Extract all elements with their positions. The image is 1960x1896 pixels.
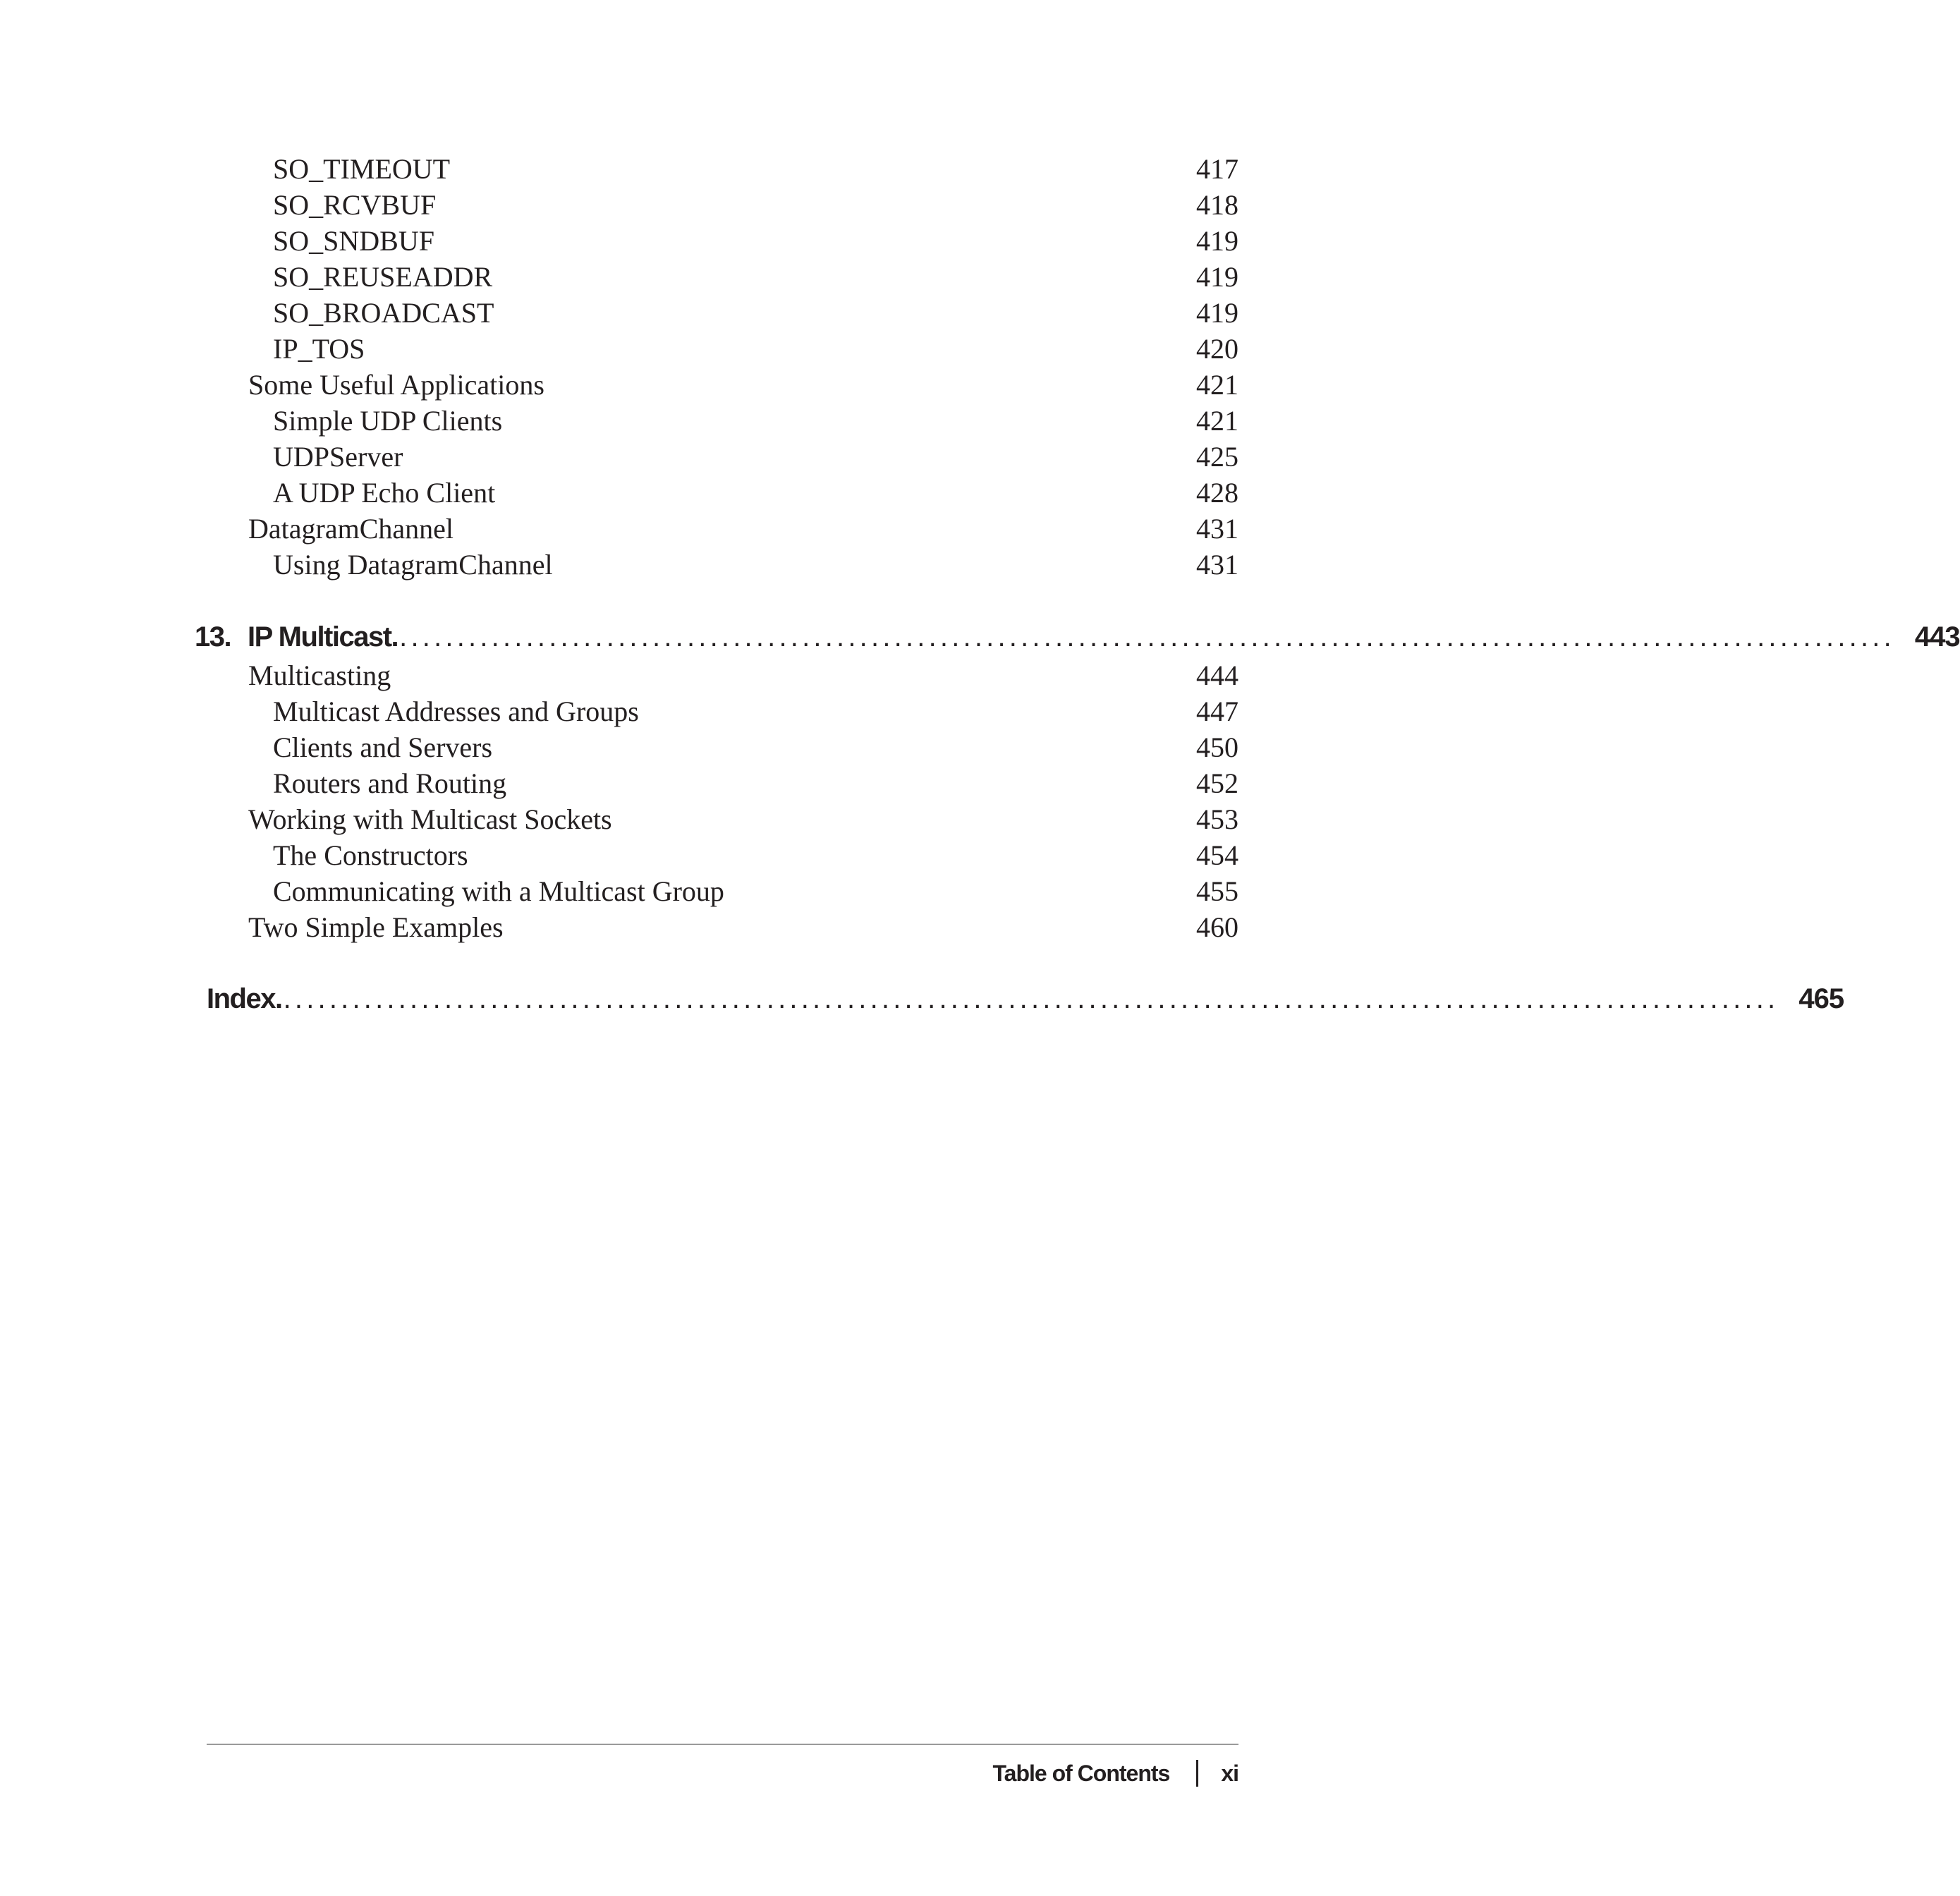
toc-entry[interactable] xyxy=(0,909,1444,946)
toc-entry[interactable] xyxy=(0,729,1444,766)
toc-entry-page: 454 xyxy=(1196,839,1238,871)
toc-entry-title: DatagramChannel xyxy=(248,513,454,545)
toc-entry-title: SO_REUSEADDR xyxy=(273,261,493,293)
toc-entry[interactable] xyxy=(0,223,1444,260)
toc-entry[interactable] xyxy=(0,547,1444,583)
toc-entry-title: SO_TIMEOUT xyxy=(273,153,451,185)
leader-dots: .................................................................................................................................. xyxy=(399,621,1895,652)
toc-entry-page: 421 xyxy=(1196,369,1238,401)
toc-entry-page: 428 xyxy=(1196,477,1238,509)
toc-entry-page: 431 xyxy=(1196,549,1238,581)
toc-entry-page: 452 xyxy=(1196,767,1238,799)
leader-dots: .................................................................................................................................. xyxy=(283,983,1779,1014)
footer-separator xyxy=(1196,1760,1198,1787)
toc-entry-title: Multicasting xyxy=(248,660,391,691)
toc-entry-title: UDPServer xyxy=(273,441,403,473)
toc-entry-page: 419 xyxy=(1196,297,1238,329)
toc-entry-page: 455 xyxy=(1196,875,1238,907)
toc-entry-page: 444 xyxy=(1196,660,1238,691)
toc-entry[interactable] xyxy=(0,295,1444,332)
toc-entry[interactable] xyxy=(0,331,1444,367)
toc-entry-title: Using DatagramChannel xyxy=(273,549,553,581)
toc-chapter-13[interactable] xyxy=(0,616,1960,658)
footer-section-title: Table of Contents xyxy=(992,1760,1170,1786)
toc-entry-title: Two Simple Examples xyxy=(248,911,504,943)
toc-entry-title: Communicating with a Multicast Group xyxy=(273,875,724,907)
toc-entry[interactable] xyxy=(0,475,1444,511)
footer-page-number: xi xyxy=(1221,1760,1238,1786)
toc-entry[interactable] xyxy=(0,837,1444,874)
toc-entry-page: 450 xyxy=(1196,731,1238,763)
toc-entry-page: 419 xyxy=(1196,261,1238,293)
toc-entry[interactable] xyxy=(0,693,1444,730)
toc-entry[interactable] xyxy=(0,765,1444,802)
toc-entry-page: 460 xyxy=(1196,911,1238,943)
toc-entry-title: SO_BROADCAST xyxy=(273,297,494,329)
toc-entry-page: 418 xyxy=(1196,189,1238,221)
toc-entry-page: 431 xyxy=(1196,513,1238,545)
toc-entry-title: Clients and Servers xyxy=(273,731,493,763)
toc-entry-title: Simple UDP Clients xyxy=(273,405,503,437)
index-leader-line xyxy=(207,978,1844,1020)
toc-entry[interactable] xyxy=(0,259,1444,296)
toc-entry[interactable] xyxy=(0,439,1444,475)
toc-entry-title: A UDP Echo Client xyxy=(273,477,496,509)
toc-entry-page: 419 xyxy=(1196,225,1238,257)
toc-entry-page: 453 xyxy=(1196,803,1238,835)
chapter-title: IP Multicast. xyxy=(248,621,398,652)
index-title: Index. xyxy=(207,983,282,1014)
chapter-page: 443 xyxy=(1914,621,1960,652)
toc-entry[interactable] xyxy=(0,801,1444,838)
toc-entry-title: Some Useful Applications xyxy=(248,369,544,401)
toc-entry-title: The Constructors xyxy=(273,839,468,871)
index-page: 465 xyxy=(1798,983,1844,1014)
toc-entry-title: Multicast Addresses and Groups xyxy=(273,695,639,727)
toc-entry-page: 425 xyxy=(1196,441,1238,473)
chapter-number: 13. xyxy=(195,621,231,652)
toc-entry-title: Routers and Routing xyxy=(273,767,507,799)
toc-entry-page: 420 xyxy=(1196,333,1238,365)
toc-entry-title: Working with Multicast Sockets xyxy=(248,803,612,835)
toc-entry-page: 447 xyxy=(1196,695,1238,727)
toc-entry-title: IP_TOS xyxy=(273,333,365,365)
toc-index[interactable] xyxy=(0,978,1844,1020)
toc-entry-page: 417 xyxy=(1196,153,1238,185)
toc-entry[interactable] xyxy=(0,873,1444,910)
toc-entry-title: SO_SNDBUF xyxy=(273,225,434,257)
toc-entry[interactable] xyxy=(0,657,1444,694)
toc-entry[interactable] xyxy=(0,367,1444,403)
footer-rule xyxy=(207,1744,1238,1745)
toc-entry[interactable] xyxy=(0,511,1444,547)
chapter-leader-line xyxy=(248,616,1960,658)
toc-entry[interactable] xyxy=(0,151,1444,188)
toc-entry[interactable] xyxy=(0,403,1444,439)
toc-entry-title: SO_RCVBUF xyxy=(273,189,437,221)
toc-entry-page: 421 xyxy=(1196,405,1238,437)
page-footer xyxy=(992,1754,1238,1793)
toc-entry[interactable] xyxy=(0,187,1444,224)
